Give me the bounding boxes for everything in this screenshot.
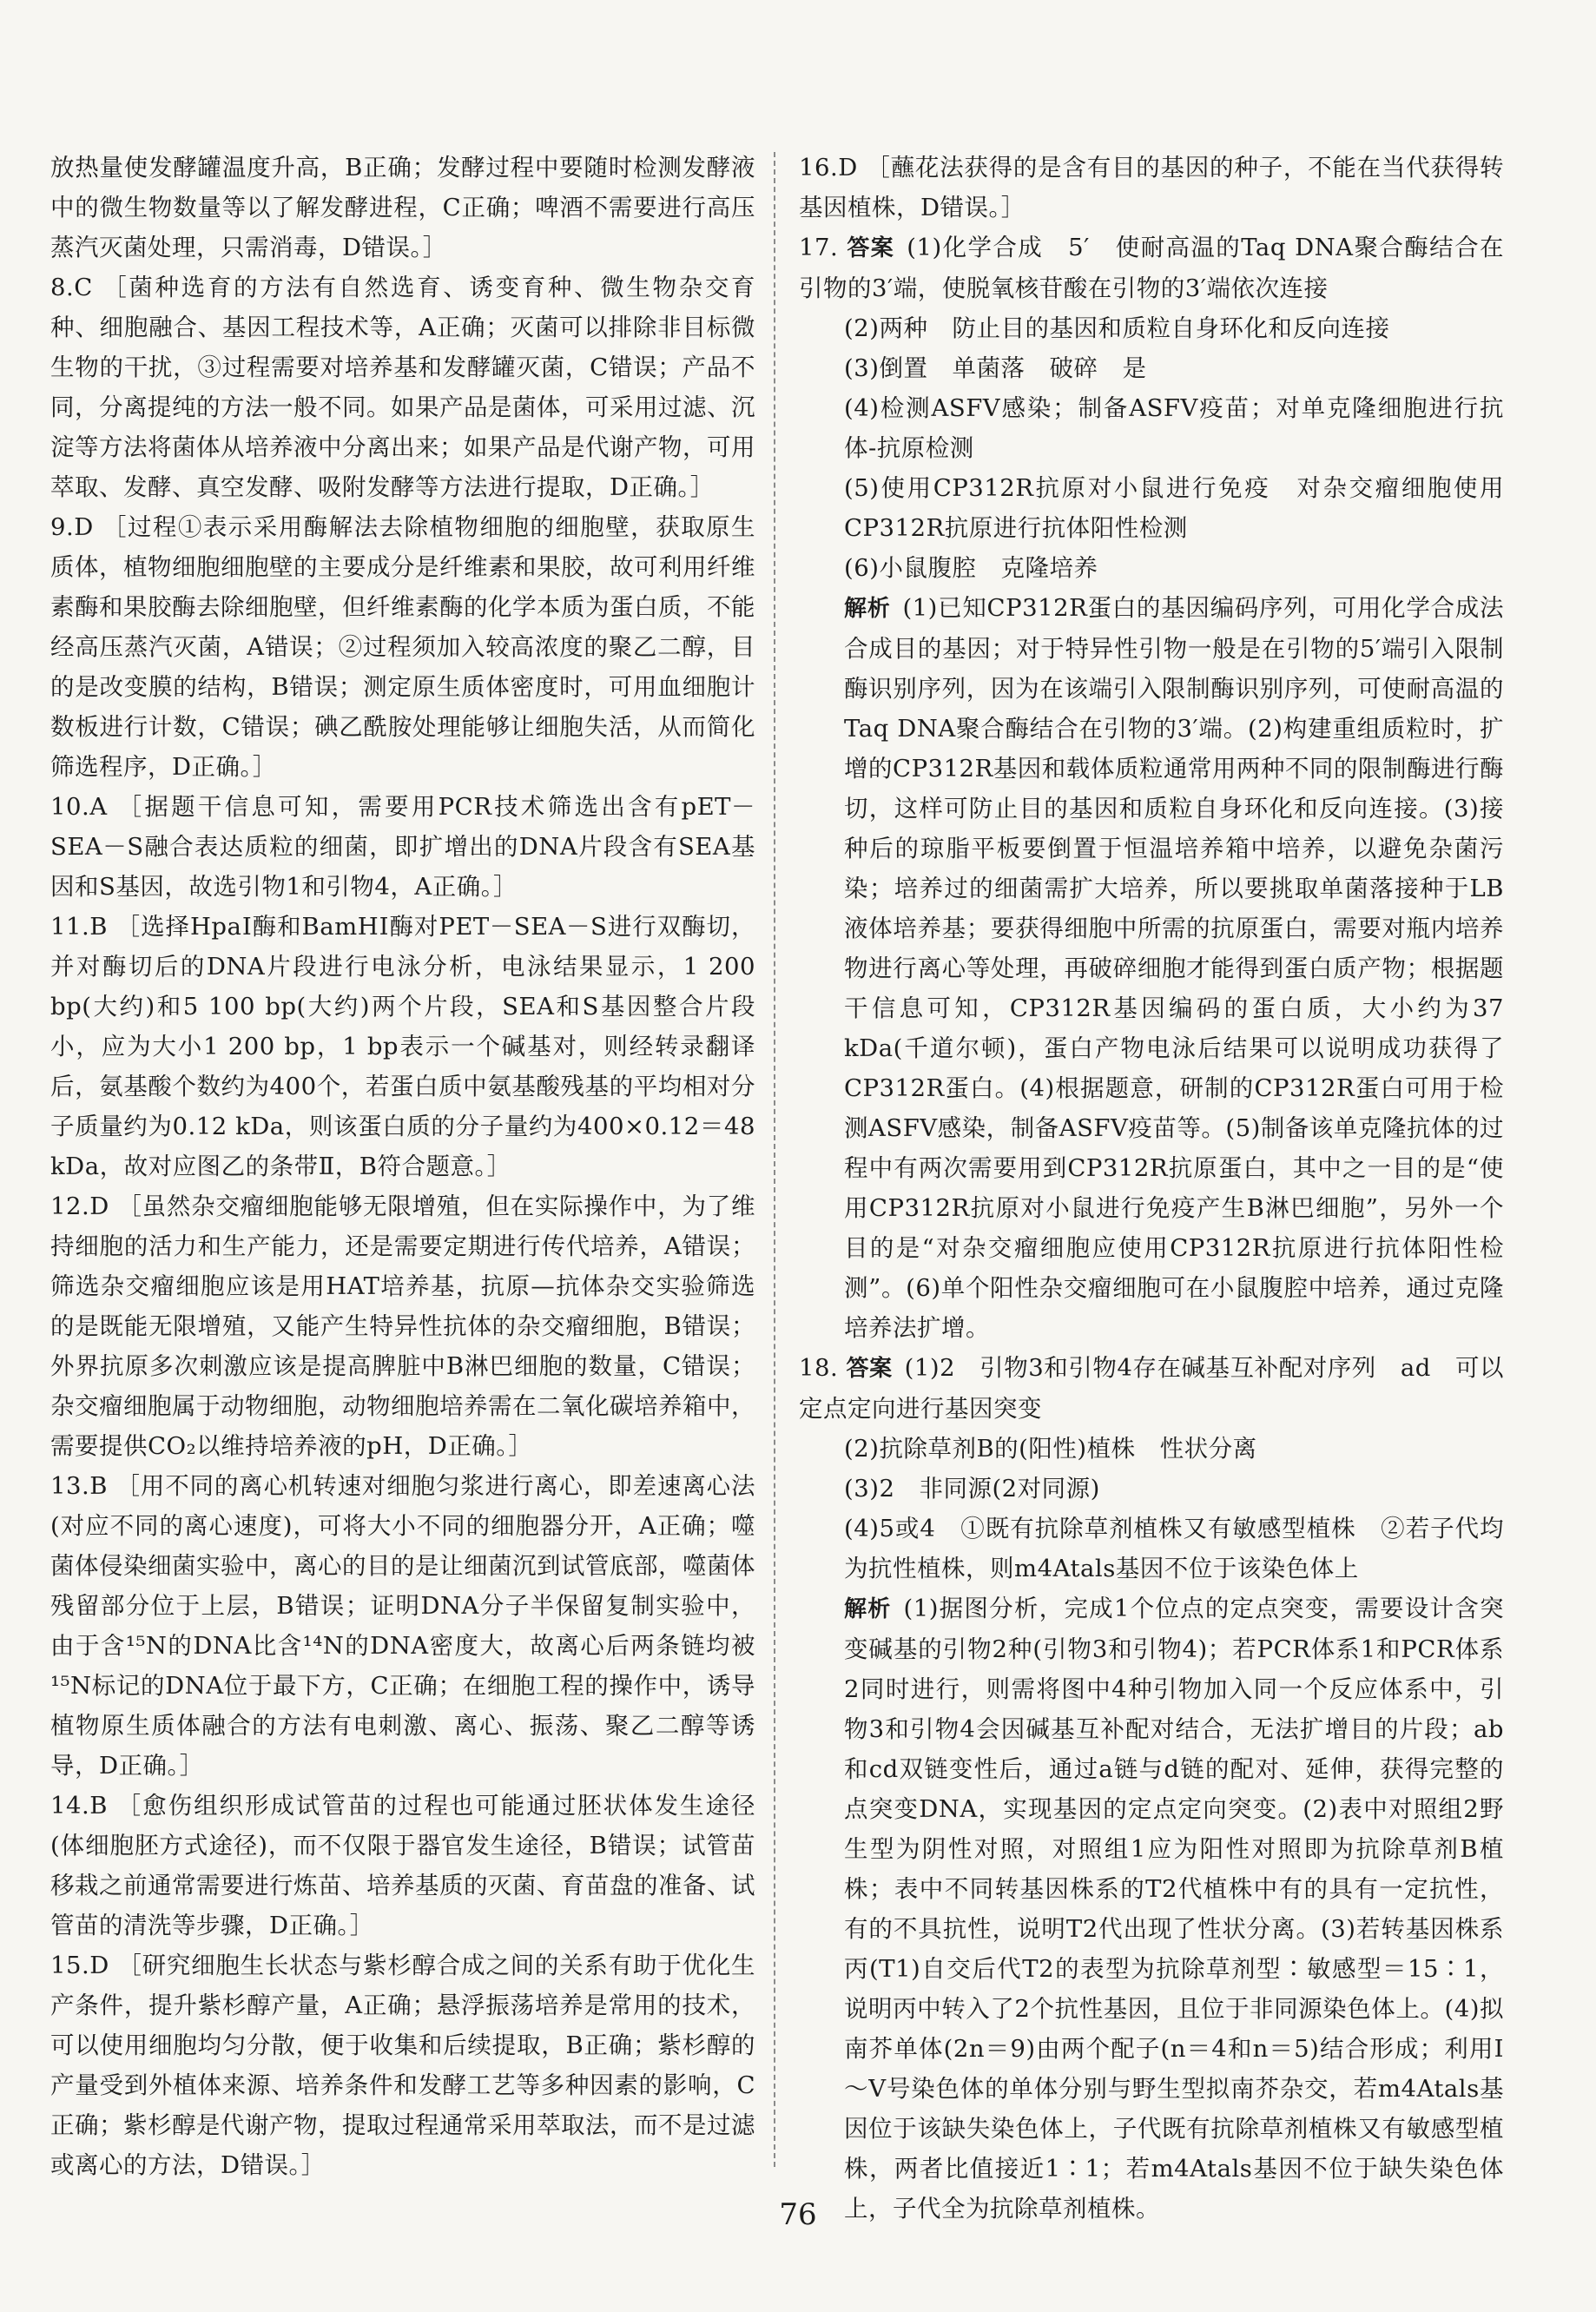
q18-answer-row <box>799 1348 1504 1429</box>
q17-analysis <box>799 588 1504 1348</box>
q15 <box>50 1945 755 2185</box>
page-number: 76 <box>779 2197 817 2232</box>
q18-analysis-text: (1)据图分析，完成1个位点的定点突变，需要设计含突变碱基的引物2种(引物3和引物4)；若PCR体系1和PCR体系2同时进行，则需将图中4种引物加入同一个反应体系中，引物3和引物4会因碱基互补配对结合，无法扩增目的片段；ab和cd双链变性后，通过a链与d链的配对、延伸，获得完整的点突变DNA，实现基因的定点定向突变。(2)表中对照组2野生型为阴性对照，对照组1应为阳性对照即为抗除草剂B植株；表中不同转基因株系的T2代植株中有的具有一定抗性，有的不具抗性，说明T2代出现了性状分离。(3)若转基因株系丙(T1)自交后代T2的表型为抗除草剂型∶敏感型＝15∶1，说明丙中转入了2个抗性基因，且位于非同源染色体上。(4)拟南芥单体(2n＝9)由两个配子(n＝4和n＝5)结合形成；利用Ⅰ～Ⅴ号染色体的单体分别与野生型拟南芥杂交，若m4Atals基因位于该缺失染色体上，子代既有抗除草剂植株又有敏感型植株，两者比值接近1∶1；若m4Atals基因不位于缺失染色体上，子代全为抗除草剂植株。 <box>844 1595 1504 2223</box>
q17-answer-2: (2)两种 防止目的基因和质粒自身环化和反向连接 <box>844 314 1390 342</box>
q8 <box>50 268 755 507</box>
right-column <box>799 148 1504 2229</box>
q8-text: ［菌种选育的方法有自然选育、诱变育种、微生物杂交育种、细胞融合、基因工程技术等，A正确；灭菌可以排除非目标微生物的干扰，③过程需要对培养基和发酵罐灭菌，C错误；产品不同，分离提纯的方法一般不同。如果产品是菌体，可采用过滤、沉淀等方法将菌体从培养液中分离出来；如果产品是代谢产物，可用萃取、发酵、真空发酵、吸附发酵等方法进行提取，D正确。］ <box>50 274 755 501</box>
q12 <box>50 1186 755 1466</box>
q16 <box>799 148 1504 228</box>
q16-text: ［蘸花法获得的是含有目的基因的种子，不能在当代获得转基因植株，D错误。］ <box>799 154 1504 221</box>
q7-tail-text: 放热量使发酵罐温度升高，B正确；发酵过程中要随时检测发酵液中的微生物数量等以了解发酵进程，C正确；啤酒不需要进行高压蒸汽灭菌处理，只需消毒，D错误。］ <box>50 154 755 261</box>
q14-number: 14.B <box>50 1792 108 1820</box>
q18-analysis-label: 解析 <box>844 1596 892 1622</box>
q17-answer-5: (5)使用CP312R抗原对小鼠进行免疫 对杂交瘤细胞使用CP312R抗原进行抗体阳性检测 <box>844 474 1504 542</box>
q18-number: 18. <box>799 1354 839 1382</box>
q13 <box>50 1466 755 1786</box>
q15-text: ［研究细胞生长状态与紫杉醇合成之间的关系有助于优化生产条件，提升紫杉醇产量，A正确；悬浮振荡培养是常用的技术，可以使用细胞均匀分散，便于收集和后续提取，B正确；紫杉醇的产量受到外植体来源、培养条件和发酵工艺等多种因素的影响，C正确；紫杉醇是代谢产物，提取过程通常采用萃取法，而不是过滤或离心的方法，D错误。］ <box>50 1952 755 2179</box>
q12-number: 12.D <box>50 1192 109 1220</box>
q18-answer-1: (1)2 引物3和引物4存在碱基互补配对序列 ad 可以定点定向进行基因突变 <box>799 1354 1504 1423</box>
q17 <box>799 228 1504 1348</box>
q17-analysis-label: 解析 <box>844 596 891 622</box>
q9-number: 9.D <box>50 513 94 541</box>
q8-number: 8.C <box>50 274 93 301</box>
q13-text: ［用不同的离心机转速对细胞匀浆进行离心，即差速离心法(对应不同的离心速度)，可将大小不同的细胞器分开，A正确；噬菌体侵染细菌实验中，离心的目的是让细菌沉到试管底部，噬菌体残留部分位于上层，B错误；证明DNA分子半保留复制实验中，由于含¹⁵N的DNA比含¹⁴N的DNA密度大，故离心后两条链均被¹⁵N标记的DNA位于最下方，C正确；在细胞工程的操作中，诱导植物原生质体融合的方法有电刺激、离心、振荡、聚乙二醇等诱导，D正确。］ <box>50 1472 756 1780</box>
q7-tail <box>50 148 755 268</box>
q17-answer-row <box>799 228 1504 308</box>
q13-number: 13.B <box>50 1472 108 1500</box>
q17-answer-6: (6)小鼠腹腔 克隆培养 <box>844 554 1098 582</box>
q14 <box>50 1786 755 1945</box>
q17-answer-1: (1)化学合成 5′ 使耐高温的Taq DNA聚合酶结合在引物的3′端，使脱氧核苷酸在引物的3′端依次连接 <box>799 234 1504 302</box>
q17-number: 17. <box>799 234 839 261</box>
q18-analysis <box>799 1589 1504 2229</box>
q18-answer-4: (4)5或4 ①既有抗除草剂植株又有敏感型植株 ②若子代均为抗性植株，则m4Atals基因不位于该染色体上 <box>844 1515 1504 1582</box>
q17-answer-label: 答案 <box>847 235 895 261</box>
q18 <box>799 1348 1504 2229</box>
q10 <box>50 787 755 907</box>
q10-text: ［据题干信息可知，需要用PCR技术筛选出含有pET－SEA－S融合表达质粒的细菌，即扩增出的DNA片段含有SEA基因和S基因，故选引物1和引物4，A正确。］ <box>50 793 755 901</box>
q12-text: ［虽然杂交瘤细胞能够无限增殖，但在实际操作中，为了维持细胞的活力和生产能力，还是需要定期进行传代培养，A错误；筛选杂交瘤细胞应该是用HAT培养基，抗原—抗体杂交实验筛选的是既能无限增殖，又能产生特异性抗体的杂交瘤细胞，B错误；外界抗原多次刺激应该是提高脾脏中B淋巴细胞的数量，C错误；杂交瘤细胞属于动物细胞，动物细胞培养需在二氧化碳培养箱中，需要提供CO₂以维持培养液的pH，D正确。］ <box>50 1192 755 1460</box>
q10-number: 10.A <box>50 793 108 821</box>
q15-number: 15.D <box>50 1952 109 1979</box>
q9 <box>50 507 755 787</box>
q9-text: ［过程①表示采用酶解法去除植物细胞的细胞壁，获取原生质体，植物细胞细胞壁的主要成分是纤维素和果胶，故可利用纤维素酶和果胶酶去除细胞壁，但纤维素酶的化学本质为蛋白质，不能经高压蒸汽灭菌，A错误；②过程须加入较高浓度的聚乙二醇，目的是改变膜的结构，B错误；测定原生质体密度时，可用血细胞计数板进行计数，C错误；碘乙酰胺处理能够让细胞失活，从而简化筛选程序，D正确。］ <box>50 513 755 781</box>
column-divider <box>774 152 775 2167</box>
q18-answer-2: (2)抗除草剂B的(阳性)植株 性状分离 <box>844 1435 1257 1463</box>
q17-answer-3: (3)倒置 单菌落 破碎 是 <box>844 354 1147 382</box>
q17-analysis-text: (1)已知CP312R蛋白的基因编码序列，可用化学合成法合成目的基因；对于特异性引物一般是在引物的5′端引入限制酶识别序列，因为在该端引入限制酶识别序列，可使耐高温的Taq DNA聚合酶结合在引物的3′端。(2)构建重组质粒时，扩增的CP312R基因和载体质粒通常用两种不同的限制酶进行酶切，这样可防止目的基因和质粒自身环化和反向连接。(3)接种后的琼脂平板要倒置于恒温培养箱中培养，以避免杂菌污染；培养过的细菌需扩大培养，所以要挑取单菌落接种于LB液体培养基；要获得细胞中所需的抗原蛋白，需要对瓶内培养物进行离心等处理，再破碎细胞才能得到蛋白质产物；根据题干信息可知，CP312R基因编码的蛋白质，大小约为37 kDa(千道尔顿)，蛋白产物电泳后结果可以说明成功获得了CP312R蛋白。(4)根据题意，研制的CP312R蛋白可用于检测ASFV感染，制备ASFV疫苗等。(5)制备该单克隆抗体的过程中有两次需要用到CP312R抗原蛋白，其中之一目的是“使用CP312R抗原对小鼠进行免疫产生B淋巴细胞”，另外一个目的是“对杂交瘤细胞应使用CP312R抗原进行抗体阳性检测”。(6)单个阳性杂交瘤细胞可在小鼠腹腔中培养，通过克隆培养法扩增。 <box>844 594 1504 1342</box>
q14-text: ［愈伤组织形成试管苗的过程也可能通过胚状体发生途径(体细胞胚方式途径)，而不仅限于器官发生途径，B错误；试管苗移栽之前通常需要进行炼苗、培养基质的灭菌、育苗盘的准备、试管苗的清洗等步骤，D正确。］ <box>50 1792 755 1939</box>
q18-answer-3: (3)2 非同源(2对同源) <box>844 1475 1100 1503</box>
q11 <box>50 907 755 1186</box>
q11-number: 11.B <box>50 913 108 941</box>
left-column <box>50 148 755 2185</box>
q18-answer-label: 答案 <box>846 1356 893 1382</box>
q11-text: ［选择HpaⅠ酶和BamHⅠ酶对PET－SEA－S进行双酶切，并对酶切后的DNA片段进行电泳分析，电泳结果显示，1 200 bp(大约)和5 100 bp(大约)两个片段，SEA和S基因整合片段小，应为大小1 200 bp，1 bp表示一个碱基对，则经转录翻译后，氨基酸个数约为400个，若蛋白质中氨基酸残基的平均相对分子质量约为0.12 kDa，则该蛋白质的分子量约为400×0.12＝48 kDa，故对应图乙的条带Ⅱ，B符合题意。］ <box>50 913 755 1180</box>
q16-number: 16.D <box>799 154 858 182</box>
q17-answer-4: (4)检测ASFV感染；制备ASFV疫苗；对单克隆细胞进行抗体-抗原检测 <box>844 394 1504 462</box>
